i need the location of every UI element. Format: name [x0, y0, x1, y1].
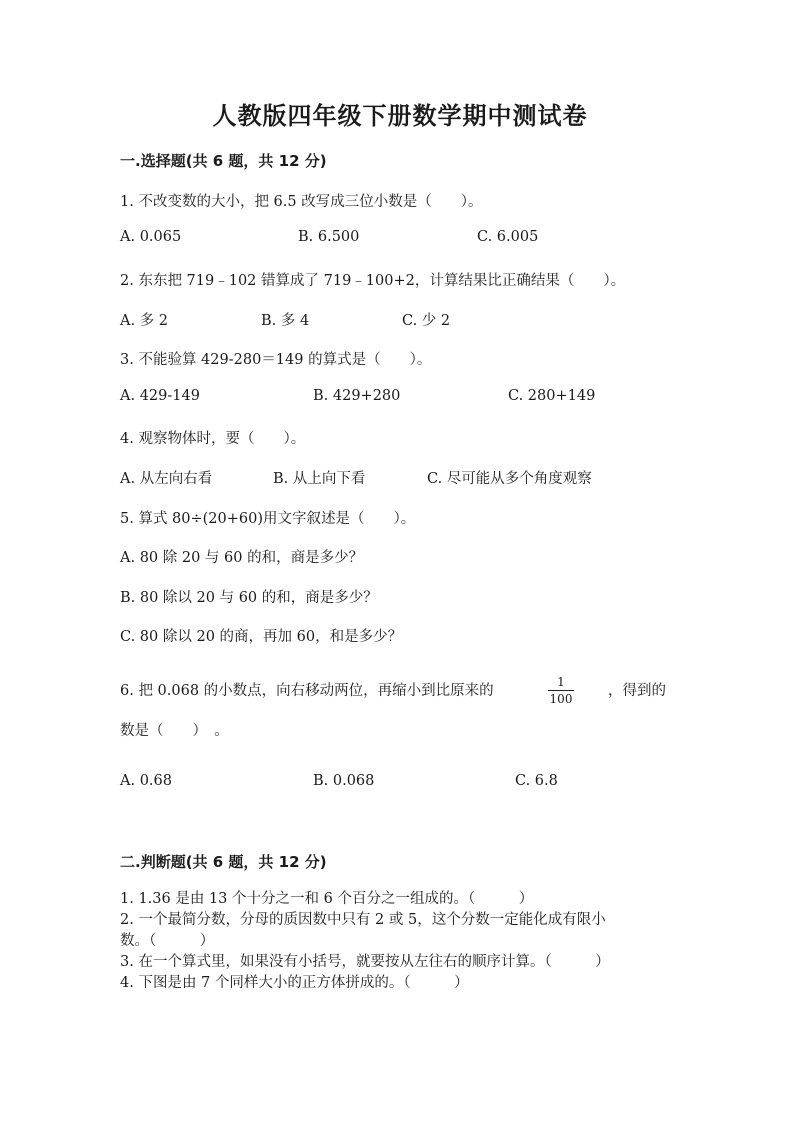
fraction-numerator: 1 [557, 675, 565, 689]
tf-item-1: 1. 1.36 是由 13 个十分之一和 6 个百分之一组成的。（ ） [120, 891, 534, 907]
option-a: A. 多 2 [120, 313, 169, 329]
option-c: C. 280+149 [508, 388, 596, 404]
section-heading-true-false: 二.判断题(共 6 题，共 12 分) [120, 853, 327, 871]
question-2: 2. 东东把 719﹣102 错算成了 719﹣100+2，计算结果比正确结果（ ）。 [120, 273, 626, 289]
option-a: A. 80 除 20 与 60 的和，商是多少？ [120, 550, 364, 566]
option-a: A. 从左向右看 [120, 471, 213, 487]
option-c: C. 尽可能从多个角度观察 [427, 471, 592, 487]
option-b: B. 6.500 [298, 229, 360, 245]
option-b: B. 80 除以 20 与 60 的和，商是多少？ [120, 590, 378, 606]
option-b: B. 429+280 [313, 388, 401, 404]
option-c: C. 6.8 [515, 773, 558, 789]
fraction-denominator: 100 [549, 692, 573, 706]
option-b: B. 从上向下看 [273, 471, 366, 487]
option-a: A. 0.68 [120, 773, 172, 789]
option-a: A. 0.065 [120, 229, 182, 245]
section-heading-choice: 一.选择题(共 6 题，共 12 分) [120, 152, 327, 170]
option-c: C. 80 除以 20 的商，再加 60，和是多少？ [120, 629, 403, 645]
tf-item-4: 4. 下图是由 7 个同样大小的正方体拼成的。（ ） [120, 975, 469, 991]
fraction-one-hundredth [548, 675, 574, 706]
option-b: B. 0.068 [313, 773, 375, 789]
question-3: 3. 不能验算 429-280＝149 的算式是（ ）。 [120, 352, 432, 368]
fraction-bar [548, 690, 574, 691]
question-6: 6. 把 0.068 的小数点，向右移动两位，再缩小到比原来的 [120, 683, 494, 699]
question-6-continued: ，得到的 [608, 683, 666, 699]
question-4: 4. 观察物体时，要（ ）。 [120, 431, 306, 447]
question-1: 1. 不改变数的大小，把 6.5 改写成三位小数是（ ）。 [120, 194, 483, 210]
question-5: 5. 算式 80÷(20+60)用文字叙述是（ ）。 [120, 511, 416, 527]
tf-item-2: 2. 一个最简分数，分母的质因数中只有 2 或 5，这个分数一定能化成有限小 [120, 912, 606, 928]
option-c: C. 少 2 [402, 313, 451, 329]
page-title: 人教版四年级下册数学期中测试卷 [212, 102, 588, 130]
option-c: C. 6.005 [477, 229, 539, 245]
tf-item-2-continued: 数。（ ） [120, 933, 215, 949]
option-b: B. 多 4 [261, 313, 310, 329]
option-a: A. 429-149 [120, 388, 200, 404]
tf-item-3: 3. 在一个算式里，如果没有小括号，就要按从左往右的顺序计算。（ ） [120, 954, 610, 970]
question-6-line-2: 数是（ ） 。 [120, 723, 229, 739]
